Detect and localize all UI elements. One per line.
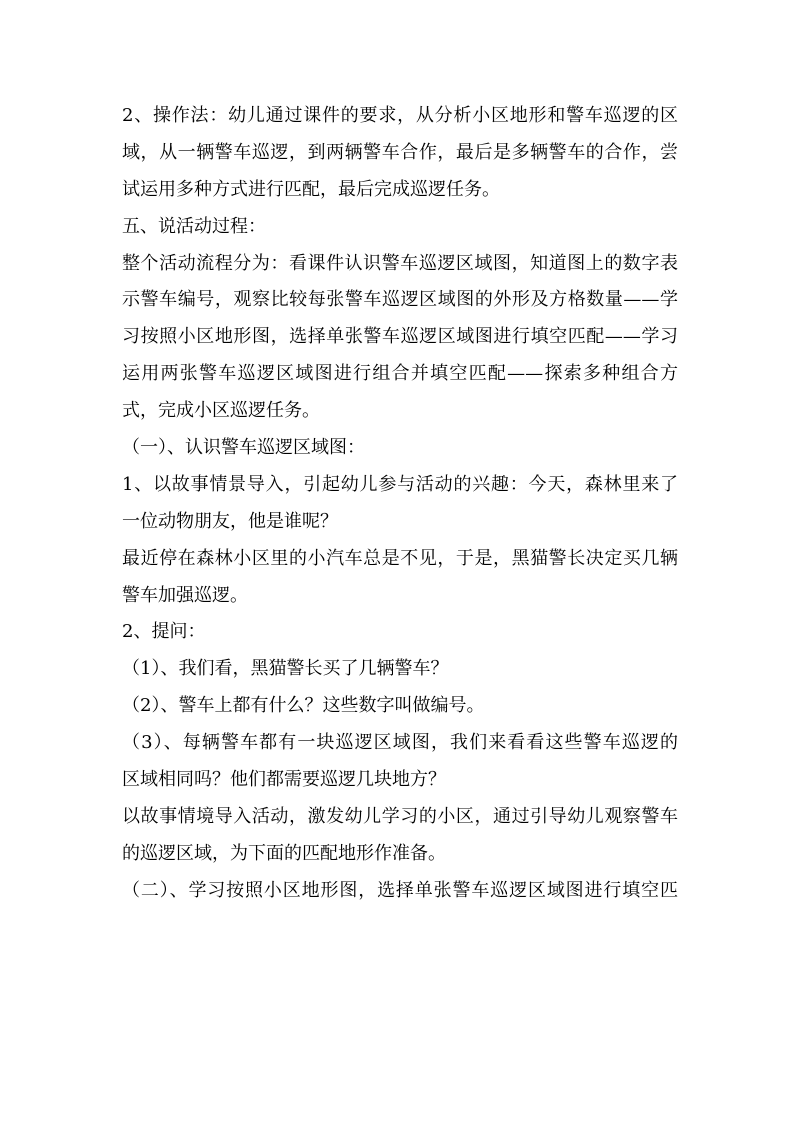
list-heading: 2、提问：	[122, 621, 206, 643]
paragraph-line: 2、操作法：幼儿通过课件的要求，从分析小区地形和警车巡逻的区	[122, 105, 678, 126]
subsection-heading: （一）、认识警车巡逻区域图：	[122, 437, 365, 459]
paragraph-line: 运用两张警车巡逻区域图进行组合并填空匹配——探索多种组合方	[122, 363, 678, 385]
paragraph-line: 示警车编号，观察比较每张警车巡逻区域图的外形及方格数量——学	[122, 289, 678, 311]
list-item: （1）、我们看，黑猫警长买了几辆警车？	[122, 658, 449, 680]
paragraph-line: 1、以故事情景导入，引起幼儿参与活动的兴趣：今天，森林里来了	[122, 473, 678, 495]
list-item: （2）、警车上都有什么？这些数字叫做编号。	[122, 695, 485, 717]
document-body	[122, 98, 678, 910]
paragraph-line: 式，完成小区巡逻任务。	[122, 400, 320, 422]
paragraph-line: 整个活动流程分为：看课件认识警车巡逻区域图，知道图上的数字表	[122, 252, 678, 274]
paragraph-line: 最近停在森林小区里的小汽车总是不见，于是，黑猫警长决定买几辆	[122, 547, 678, 569]
paragraph-line: 以故事情境导入活动，激发幼儿学习的小区，通过引导幼儿观察警车	[122, 805, 678, 827]
paragraph-line: 一位动物朋友，他是谁呢？	[122, 510, 338, 532]
paragraph-line: 试运用多种方式进行匹配，最后完成巡逻任务。	[122, 178, 500, 200]
section-heading: 五、说活动过程：	[122, 215, 266, 237]
list-item: （3）、每辆警车都有一块巡逻区域图，我们来看看这些警车巡逻的	[122, 732, 678, 754]
subsection-heading: （二）、学习按照小区地形图，选择单张警车巡逻区域图进行填空匹	[122, 879, 678, 901]
paragraph-line: 警车加强巡逻。	[122, 584, 248, 606]
paragraph-line: 域，从一辆警车巡逻，到两辆警车合作，最后是多辆警车的合作，尝	[122, 141, 678, 163]
list-item: 区域相同吗？他们都需要巡逻几块地方？	[122, 769, 446, 791]
paragraph-line: 习按照小区地形图，选择单张警车巡逻区域图进行填空匹配——学习	[122, 326, 678, 348]
paragraph-line: 的巡逻区域，为下面的匹配地形作准备。	[122, 842, 446, 864]
